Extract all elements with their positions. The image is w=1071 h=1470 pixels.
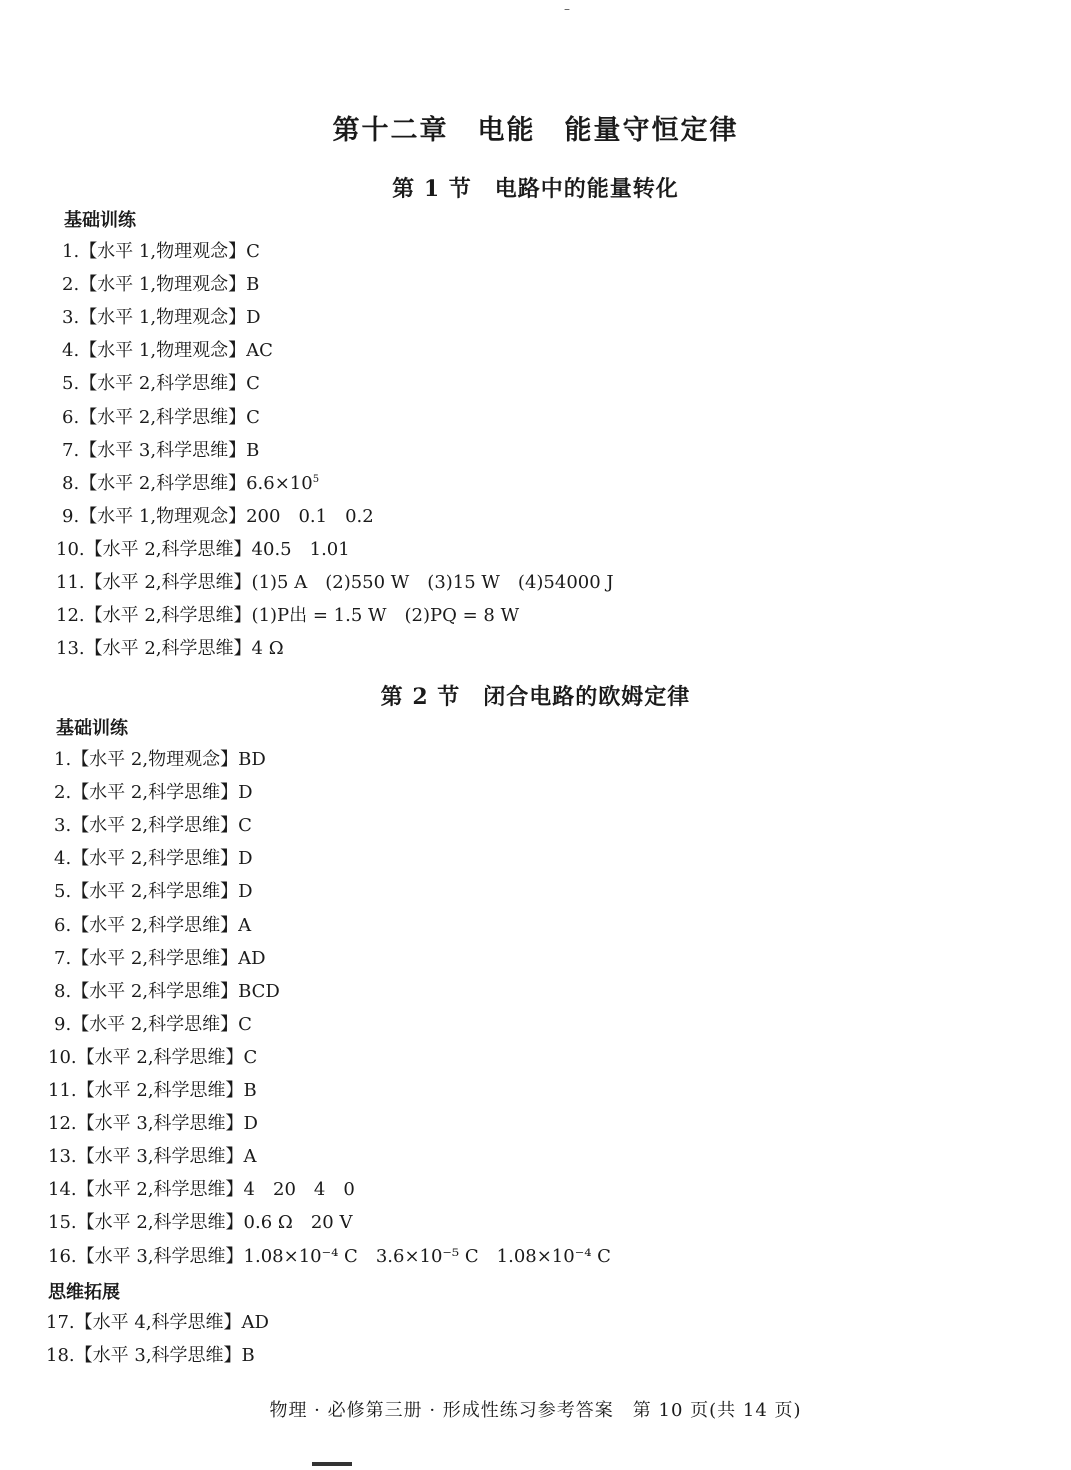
item-number: 13. <box>48 1146 77 1168</box>
item-tag: 【水平 3,科学思维】 <box>79 439 247 461</box>
item-tag: 【水平 2,科学思维】 <box>84 638 252 660</box>
list-item <box>62 339 273 363</box>
list-item <box>62 472 319 496</box>
item-answer: 6.6×10 <box>246 472 313 494</box>
bottom-mark <box>312 1462 352 1466</box>
item-answer: A <box>243 1146 257 1168</box>
list-item <box>48 1145 257 1169</box>
item-number: 2. <box>54 782 72 804</box>
item-number: 15. <box>48 1212 77 1234</box>
list-item <box>48 1079 257 1103</box>
list-item <box>46 1344 255 1368</box>
extension-subhead: 思维拓展 <box>48 1282 120 1303</box>
item-tag: 【水平 2,科学思维】 <box>71 947 239 969</box>
item-answer: 4 Ω <box>251 638 284 660</box>
item-tag: 【水平 2,科学思维】 <box>71 815 239 837</box>
item-answer: B <box>241 1345 255 1367</box>
list-item <box>54 947 266 971</box>
item-answer: AD <box>241 1312 269 1333</box>
list-item <box>48 1211 352 1235</box>
item-tag: 【水平 2,科学思维】 <box>71 914 239 936</box>
item-answer-exponent: 5 <box>312 473 320 485</box>
list-item <box>62 406 260 430</box>
item-tag: 【水平 2,科学思维】 <box>84 605 252 627</box>
item-number: 7. <box>54 947 72 969</box>
item-answer: 1.08×10⁻⁴ C 3.6×10⁻⁵ C 1.08×10⁻⁴ C <box>243 1245 611 1267</box>
item-number: 16. <box>48 1245 77 1267</box>
item-answer: C <box>246 373 260 395</box>
list-item <box>62 439 259 463</box>
item-tag: 【水平 2,科学思维】 <box>71 848 239 870</box>
item-tag: 【水平 2,科学思维】 <box>71 782 239 804</box>
list-item <box>54 847 253 871</box>
list-item <box>62 240 260 264</box>
list-item <box>54 748 266 772</box>
item-number: 4. <box>54 848 72 870</box>
list-item <box>48 1245 611 1269</box>
item-number: 12. <box>48 1113 77 1135</box>
list-item <box>56 538 350 562</box>
item-answer: AD <box>238 947 266 969</box>
item-tag: 【水平 3,科学思维】 <box>76 1245 244 1267</box>
item-tag: 【水平 2,科学思维】 <box>79 406 247 428</box>
item-number: 1. <box>54 749 72 770</box>
list-item <box>54 1013 252 1037</box>
item-answer: B <box>246 274 260 296</box>
item-tag: 【水平 2,物理观念】 <box>71 749 239 770</box>
item-number: 4. <box>62 340 80 362</box>
list-item <box>54 914 251 938</box>
item-number: 10. <box>56 538 85 560</box>
item-answer: D <box>238 881 253 903</box>
item-tag: 【水平 2,科学思维】 <box>79 373 247 395</box>
section-1-subhead: 基础训练 <box>64 210 136 231</box>
item-number: 9. <box>62 505 80 527</box>
item-number: 6. <box>54 914 72 936</box>
list-item <box>48 1178 355 1202</box>
item-answer: 0.6 Ω 20 V <box>243 1212 353 1234</box>
item-answer: C <box>246 241 260 262</box>
list-item <box>54 880 253 904</box>
item-tag: 【水平 2,科学思维】 <box>79 472 247 494</box>
chapter-title: 第十二章 电能 能量守恒定律 <box>332 115 739 146</box>
item-answer: C <box>238 1013 252 1035</box>
item-tag: 【水平 1,物理观念】 <box>79 241 247 262</box>
item-number: 8. <box>62 472 80 494</box>
item-number: 18. <box>46 1345 75 1367</box>
item-number: 3. <box>62 307 80 329</box>
item-answer: (1)P出 = 1.5 W (2)PQ = 8 W <box>251 605 520 627</box>
item-tag: 【水平 4,科学思维】 <box>74 1312 242 1333</box>
item-tag: 【水平 3,科学思维】 <box>76 1146 244 1168</box>
item-tag: 【水平 2,科学思维】 <box>71 1013 239 1035</box>
item-tag: 【水平 2,科学思维】 <box>76 1179 244 1201</box>
item-tag: 【水平 2,科学思维】 <box>71 881 239 903</box>
item-answer: D <box>243 1113 258 1135</box>
item-answer: (1)5 A (2)550 W (3)15 W (4)54000 J <box>251 572 614 593</box>
item-number: 11. <box>48 1080 77 1101</box>
item-number: 13. <box>56 638 85 660</box>
item-answer: C <box>238 815 252 837</box>
item-number: 11. <box>56 572 85 593</box>
item-tag: 【水平 2,科学思维】 <box>84 538 252 560</box>
item-number: 7. <box>62 439 80 461</box>
item-number: 8. <box>54 980 72 1002</box>
item-answer: B <box>246 439 260 461</box>
item-number: 12. <box>56 605 85 627</box>
item-answer: B <box>243 1080 257 1101</box>
item-number: 9. <box>54 1013 72 1035</box>
item-answer: AC <box>246 340 273 362</box>
list-item <box>46 1311 269 1335</box>
list-item <box>56 571 614 595</box>
list-item <box>62 372 260 396</box>
item-tag: 【水平 3,科学思维】 <box>74 1345 242 1367</box>
list-item <box>56 604 519 628</box>
list-item <box>48 1046 257 1070</box>
item-answer: C <box>243 1046 258 1068</box>
list-item <box>62 505 374 529</box>
item-number: 2. <box>62 274 80 296</box>
item-answer: C <box>246 406 260 428</box>
item-tag: 【水平 2,科学思维】 <box>71 980 239 1002</box>
list-item <box>56 637 284 661</box>
item-number: 10. <box>48 1046 77 1068</box>
list-item <box>62 306 261 330</box>
item-tag: 【水平 1,物理观念】 <box>79 307 247 329</box>
item-number: 5. <box>54 881 72 903</box>
item-number: 14. <box>48 1179 77 1201</box>
item-tag: 【水平 2,科学思维】 <box>76 1080 244 1101</box>
list-item <box>48 1112 258 1136</box>
list-item <box>62 273 259 297</box>
item-tag: 【水平 2,科学思维】 <box>76 1212 244 1234</box>
item-number: 17. <box>46 1312 75 1333</box>
item-tag: 【水平 3,科学思维】 <box>76 1113 244 1135</box>
item-number: 1. <box>62 241 80 262</box>
item-answer: A <box>238 914 252 936</box>
item-answer: D <box>238 782 253 804</box>
item-tag: 【水平 1,物理观念】 <box>79 505 247 527</box>
section-2-subhead: 基础训练 <box>56 718 128 739</box>
list-item <box>54 781 253 805</box>
item-answer: D <box>238 848 253 870</box>
list-item <box>54 814 252 838</box>
page-footer: 物理 · 必修第三册 · 形成性练习参考答案 第 10 页(共 14 页) <box>269 1400 802 1421</box>
section-2-title: 第 2 节 闭合电路的欧姆定律 <box>380 684 691 710</box>
item-answer: 200 0.1 0.2 <box>246 505 374 527</box>
item-number: 5. <box>62 373 80 395</box>
item-answer: 40.5 1.01 <box>251 538 350 560</box>
item-answer: 4 20 4 0 <box>243 1179 355 1201</box>
section-1-title: 第 1 节 电路中的能量转化 <box>392 176 679 202</box>
item-answer: D <box>246 307 261 329</box>
list-item <box>54 980 280 1004</box>
top-mark: – <box>564 2 570 16</box>
item-answer: BD <box>238 749 266 770</box>
item-number: 6. <box>62 406 80 428</box>
item-tag: 【水平 2,科学思维】 <box>76 1046 244 1068</box>
item-answer: BCD <box>238 980 280 1002</box>
item-tag: 【水平 1,物理观念】 <box>79 274 247 296</box>
item-tag: 【水平 2,科学思维】 <box>84 572 252 593</box>
item-tag: 【水平 1,物理观念】 <box>79 340 247 362</box>
item-number: 3. <box>54 815 72 837</box>
